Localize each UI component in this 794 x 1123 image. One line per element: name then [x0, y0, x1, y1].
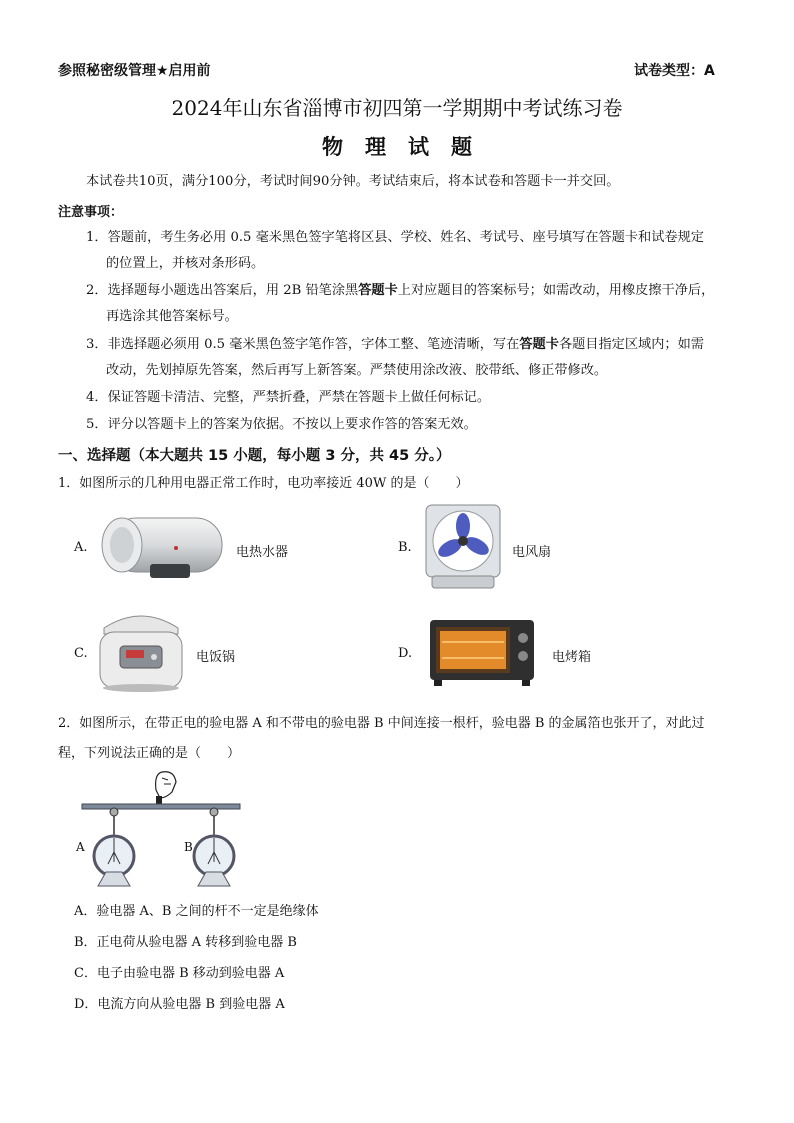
- electroscope-figure: [76, 768, 246, 890]
- q1-option-a-letter: A.: [74, 540, 88, 555]
- q2-option-a: A．验电器 A、B 之间的杆不一定是绝缘体: [74, 904, 319, 919]
- water-heater-icon: [96, 512, 228, 584]
- note-3-bold: 答题卡: [519, 337, 559, 352]
- note-2-text-b: 上对应题目的答案标号；如需改动，用橡皮擦干净后，: [397, 283, 715, 298]
- q2-option-d: D．电流方向从验电器 B 到验电器 A: [74, 997, 285, 1012]
- note-4: 4．保证答题卡清洁、完整，严禁折叠，严禁在答题卡上做任何标记。: [86, 390, 491, 405]
- section-heading: 一、选择题（本大题共 15 小题，每小题 3 分，共 45 分。）: [58, 448, 451, 464]
- q1-option-d-label: 电烤箱: [552, 650, 592, 665]
- electroscope-b-label: B: [184, 840, 193, 854]
- q1-option-b-letter: B.: [398, 540, 412, 555]
- confidentiality-label: 参照秘密级管理★启用前: [58, 63, 211, 79]
- q1-option-d-letter: D.: [398, 646, 413, 661]
- electroscope-a: [94, 808, 134, 886]
- note-5: 5．评分以答题卡上的答案为依据。不按以上要求作答的答案无效。: [86, 417, 477, 432]
- question-1-stem: 1．如图所示的几种用电器正常工作时，电功率接近 40W 的是（ ）: [58, 476, 469, 491]
- q2-option-b: B．正电荷从验电器 A 转移到验电器 B: [74, 935, 297, 950]
- note-2-text-a: 2．选择题每小题选出答案后，用 2B 铅笔涂黑: [86, 283, 359, 298]
- electric-oven-icon: [428, 618, 536, 688]
- q1-option-c-label: 电饭锅: [196, 650, 236, 665]
- electroscope-a-label: A: [76, 840, 85, 854]
- exam-title: 2024年山东省淄博市初四第一学期期中考试练习卷: [171, 96, 623, 120]
- paper-type-label: 试卷类型：A: [634, 63, 715, 79]
- note-2-bold: 答题卡: [358, 283, 398, 298]
- notes-heading: 注意事项：: [58, 205, 124, 220]
- question-2-stem-line-2: 程，下列说法正确的是（ ）: [58, 746, 241, 761]
- note-3-line-1: [86, 335, 704, 355]
- q1-option-c-letter: C.: [74, 646, 88, 661]
- rice-cooker-icon: [94, 608, 188, 694]
- note-3-text-b: 各题目指定区域内；如需: [558, 337, 704, 352]
- subject-title: 物理试题: [322, 134, 494, 159]
- electroscope-b: [194, 808, 234, 886]
- electric-fan-icon: [422, 502, 504, 590]
- q2-option-c: C．电子由验电器 B 移动到验电器 A: [74, 966, 285, 981]
- note-2-line-2: 再选涂其他答案标号。: [106, 309, 238, 324]
- q1-option-b-label: 电风扇: [512, 545, 552, 560]
- note-3-line-2: 改动，先划掉原先答案，然后再写上新答案。严禁使用涂改液、胶带纸、修正带修改。: [106, 363, 608, 378]
- note-3-text-a: 3．非选择题必须用 0.5 毫米黑色签字笔作答，字体工整、笔迹清晰，写在: [86, 337, 520, 352]
- note-1-line-2: 的位置上，并核对条形码。: [106, 256, 265, 271]
- note-2-line-1: [86, 281, 714, 301]
- question-2-stem-line-1: 2．如图所示，在带正电的验电器 A 和不带电的验电器 B 中间连接一根杆，验电器 B 的金属箔也张开了，对此过: [58, 716, 705, 731]
- q1-option-a-label: 电热水器: [236, 545, 289, 560]
- note-1-line-1: 1．答题前，考生务必用 0.5 毫米黑色签字笔将区县、学校、姓名、考试号、座号填写在答题卡和试卷规定: [86, 230, 704, 245]
- intro-text: 本试卷共10页，满分100分，考试时间90分钟。考试结束后，将本试卷和答题卡一并交回。: [86, 174, 620, 189]
